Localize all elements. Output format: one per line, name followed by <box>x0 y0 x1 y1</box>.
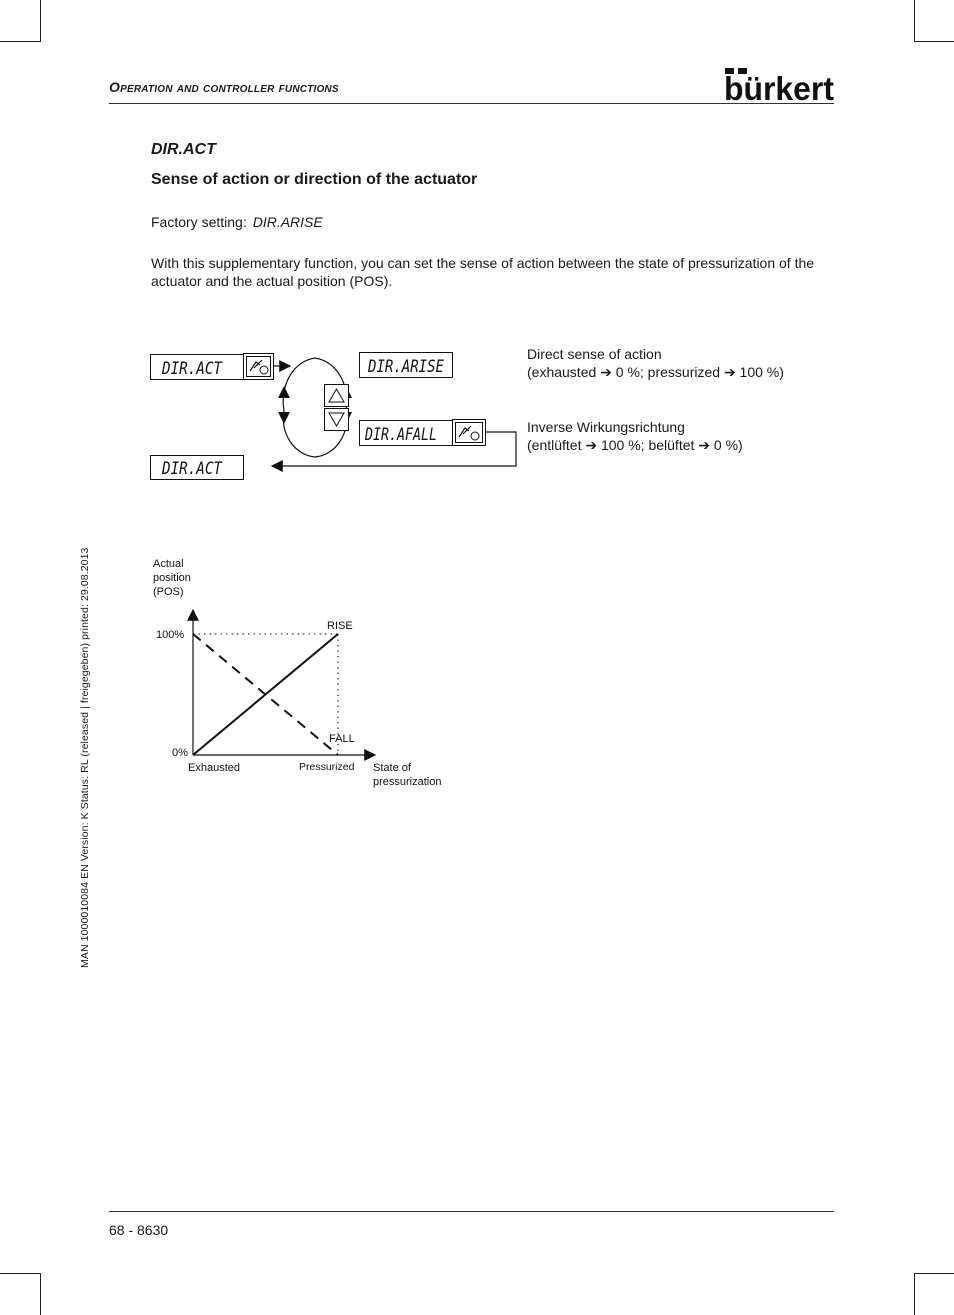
display-dir-arise <box>360 353 453 378</box>
menu-diagram <box>140 340 540 490</box>
footer-divider <box>109 1211 834 1212</box>
crop-mark <box>40 1273 41 1315</box>
factory-setting-value: DIR.ARISE <box>252 214 323 230</box>
logo-text: bürkert <box>724 70 835 106</box>
section-code: DIR.ACT <box>151 141 216 158</box>
display-dir-act-bottom <box>151 456 244 480</box>
rise-note-line2: (exhausted ➔ 0 %; pressurized ➔ 100 %) <box>527 364 784 380</box>
display-dir-afall <box>360 421 453 446</box>
crop-mark <box>915 41 954 42</box>
rise-note <box>527 345 784 381</box>
y-axis-label: Actual <box>153 558 184 570</box>
page-number: 68 - 8630 <box>109 1222 169 1238</box>
crop-mark <box>914 1273 915 1315</box>
svg-text:DIR.ACT: DIR.ACT <box>161 359 224 379</box>
crop-mark <box>915 1273 954 1274</box>
section-heading: Sense of action or direction of the actuator <box>151 171 478 188</box>
page-header-title: Operation and controller functions <box>109 79 339 95</box>
series-label-rise: RISE <box>327 620 353 632</box>
factory-setting-label: Factory setting: <box>151 214 247 230</box>
hand-enter-icon[interactable] <box>244 354 274 380</box>
sense-of-action-chart <box>145 550 465 800</box>
crop-mark <box>0 1273 40 1274</box>
y-axis-label: (POS) <box>153 586 184 598</box>
y-axis-label: position <box>153 572 191 584</box>
document-side-info: MAN 1000010084 EN Version: K Status: RL (released | freigegeben) printed: 29.08.2013 <box>79 547 91 968</box>
down-arrow-icon[interactable] <box>325 409 349 431</box>
svg-text:DIR.AFALL: DIR.AFALL <box>364 425 437 445</box>
fall-note <box>527 418 743 454</box>
burkert-logo <box>722 66 836 106</box>
svg-text:DIR.ACT: DIR.ACT <box>161 459 224 479</box>
rise-note-line1: Direct sense of action <box>527 346 662 362</box>
up-arrow-icon[interactable] <box>325 385 349 407</box>
x-tick-label: Exhausted <box>188 762 240 774</box>
hand-enter-icon[interactable] <box>453 420 486 446</box>
crop-mark <box>40 0 41 42</box>
crop-mark <box>0 41 40 42</box>
fall-note-line2: (entlüftet ➔ 100 %; belüftet ➔ 0 %) <box>527 437 743 453</box>
fall-note-line1: Inverse Wirkungsrichtung <box>527 419 685 435</box>
display-dir-act-top <box>151 355 244 380</box>
y-tick-label: 100% <box>156 629 185 641</box>
x-tick-label: Pressurized <box>299 761 355 773</box>
y-tick-label: 0% <box>172 747 188 759</box>
description-paragraph: With this supplementary function, you can set the sense of action between the state of pressurization of the actuator and the actual position (POS). <box>151 255 815 289</box>
svg-text:DIR.ARISE: DIR.ARISE <box>367 357 445 377</box>
x-axis-label: State of <box>373 762 411 774</box>
crop-mark <box>914 0 915 42</box>
x-axis-label: pressurization <box>373 776 442 788</box>
series-label-fall: FALL <box>329 733 355 745</box>
factory-setting <box>151 214 323 230</box>
